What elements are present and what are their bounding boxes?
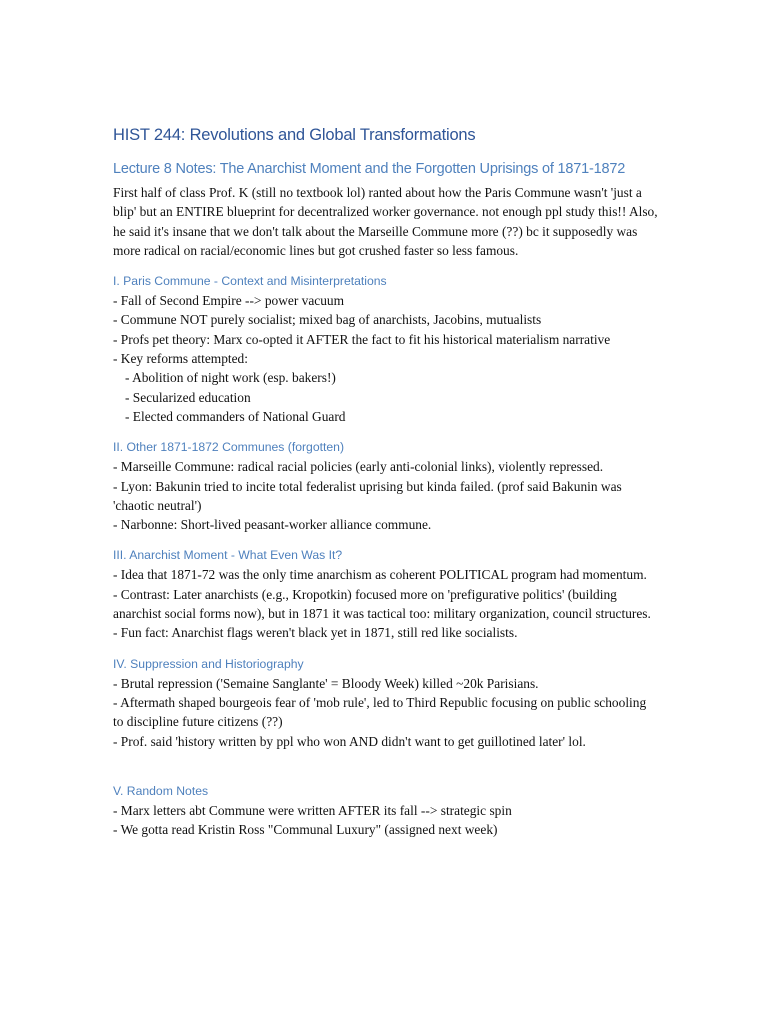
note-line: - Brutal repression ('Semaine Sanglante' = Bloody Week) killed ~20k Parisians. xyxy=(113,675,539,691)
document-title: HIST 244: Revolutions and Global Transformations xyxy=(113,126,476,144)
note-line: - Fall of Second Empire --> power vacuum xyxy=(113,293,345,309)
note-subline: - Abolition of night work (esp. bakers!) xyxy=(125,370,336,386)
note-subline: - Secularized education xyxy=(125,389,251,405)
section-heading: I. Paris Commune - Context and Misinterpretations xyxy=(113,274,387,289)
note-line: - Lyon: Bakunin tried to incite total federalist uprising but kinda failed. (prof said Bakunin was 'chaotic neutral') xyxy=(113,478,622,513)
note-line: - Profs pet theory: Marx co-opted it AFTER the fact to fit his historical materialism narrative xyxy=(113,331,611,347)
note-line: - Contrast: Later anarchists (e.g., Kropotkin) focused more on 'prefigurative politics' (building anarchist social forms now), but in 1871 it was tactical too: military organization, council structures. xyxy=(113,586,651,622)
section-heading: IV. Suppression and Historiography xyxy=(113,656,304,671)
note-line: - Marx letters abt Commune were written AFTER its fall --> strategic spin xyxy=(113,802,512,818)
note-line: - Aftermath shaped bourgeois fear of 'mob rule', led to Third Republic focusing on public schooling to discipline future citizens (??) xyxy=(113,694,647,730)
note-line: - Narbonne: Short-lived peasant-worker alliance commune. xyxy=(113,517,432,533)
section-heading: V. Random Notes xyxy=(113,783,209,798)
note-line: - Marseille Commune: radical racial policies (early anti-colonial links), violently repressed. xyxy=(113,459,604,475)
section-other-communes xyxy=(113,438,658,534)
note-line: - Idea that 1871-72 was the only time anarchism as coherent POLITICAL program had momentum. xyxy=(113,567,647,583)
lecture-subtitle: Lecture 8 Notes: The Anarchist Moment and the Forgotten Uprisings of 1871-1872 xyxy=(113,161,626,177)
section-random-notes xyxy=(113,782,658,840)
section-suppression xyxy=(113,655,658,751)
intro-paragraph: First half of class Prof. K (still no textbook lol) ranted about how the Paris Commune wasn't 'just a blip' but an ENTIRE blueprint for decentralized worker governance. not enough ppl study this!! Also, he said it's insane that we don't talk about the Marseille Commune more (??) bc it supposedly was more radical on racial/economic lines but got crushed faster so less famous. xyxy=(113,185,658,258)
section-paris-commune xyxy=(113,272,658,426)
note-subline: - Elected commanders of National Guard xyxy=(125,408,346,424)
note-line: - Commune NOT purely socialist; mixed bag of anarchists, Jacobins, mutualists xyxy=(113,312,542,328)
note-line: - Prof. said 'history written by ppl who won AND didn't want to get guillotined later' lol. xyxy=(113,733,586,749)
section-anarchist-moment xyxy=(113,546,658,642)
note-line: - Fun fact: Anarchist flags weren't black yet in 1871, still red like socialists. xyxy=(113,625,518,641)
note-line: - Key reforms attempted: xyxy=(113,351,248,367)
document-page xyxy=(113,124,658,839)
note-line: - We gotta read Kristin Ross "Communal Luxury" (assigned next week) xyxy=(113,822,498,838)
section-heading: II. Other 1871-1872 Communes (forgotten) xyxy=(113,440,345,455)
section-heading: III. Anarchist Moment - What Even Was It? xyxy=(113,548,343,563)
